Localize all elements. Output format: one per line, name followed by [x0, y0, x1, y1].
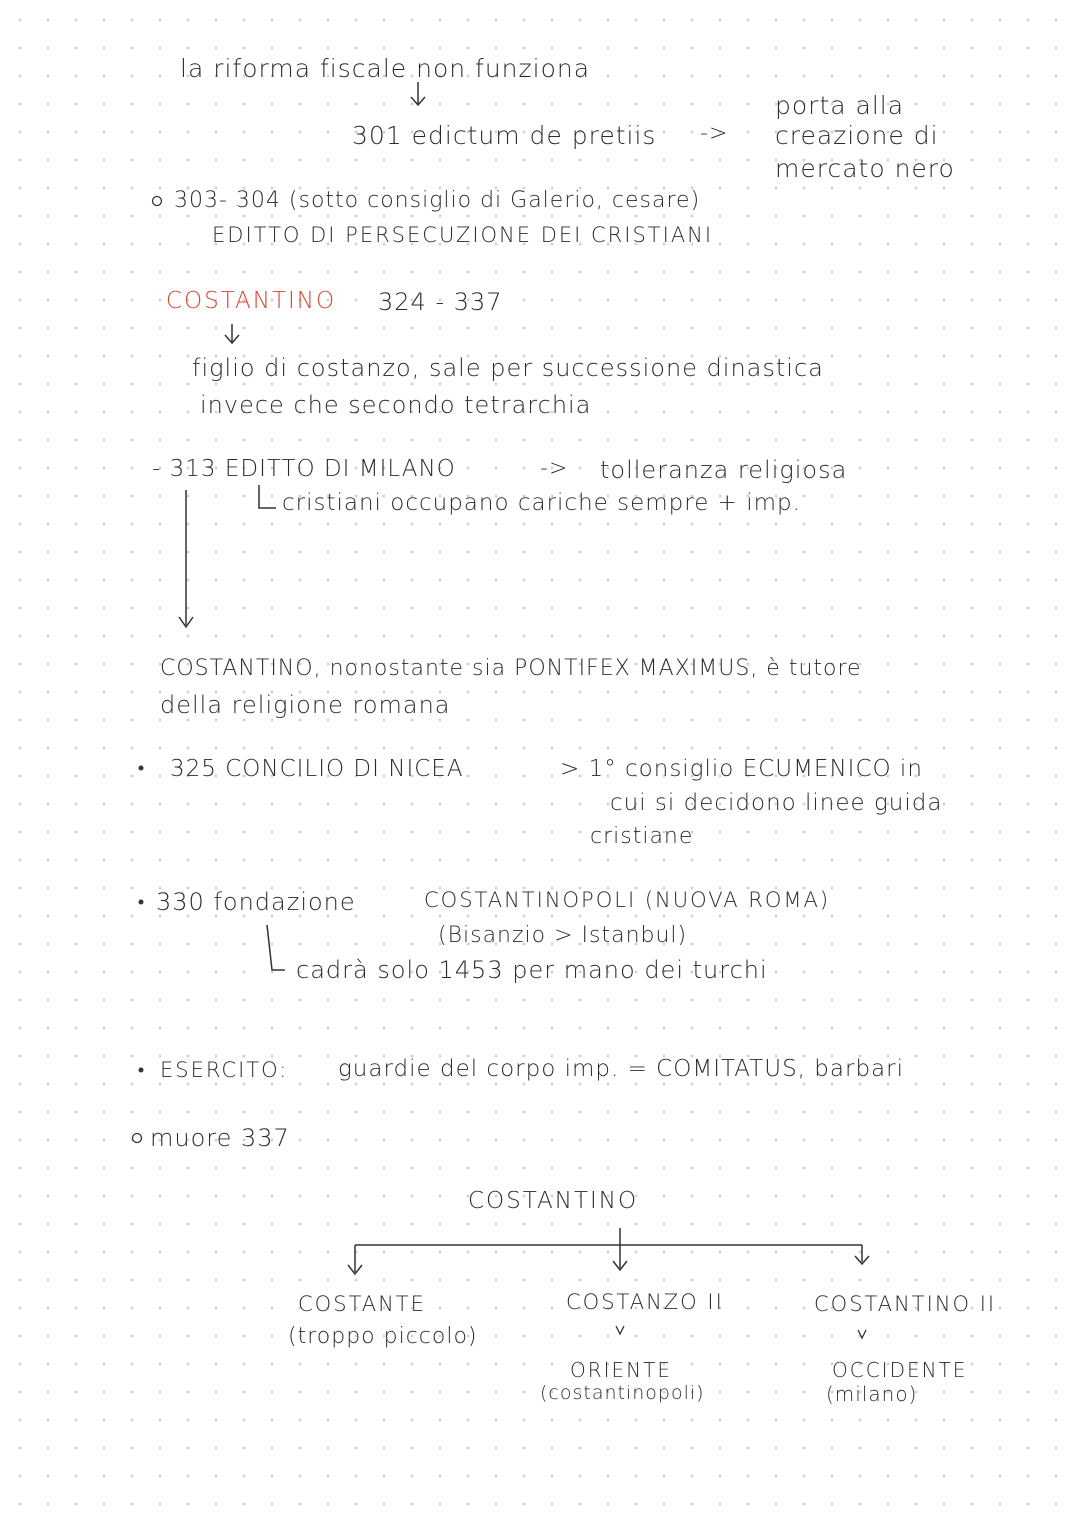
section-heading: COSTANTINO: [166, 288, 337, 314]
note-line-cristiane: cristiane: [590, 824, 694, 849]
note-line-porta: porta alla: [775, 91, 905, 120]
note-line-cristiani: cristiani occupano cariche sempre + imp.: [282, 490, 801, 516]
note-line-mercato: mercato nero: [775, 154, 955, 183]
note-arrow: ->: [540, 456, 569, 481]
tree-child-region: ORIENTE: [570, 1358, 672, 1382]
note-line-muore: muore 337: [150, 1124, 290, 1152]
note-line-330: 330 fondazione: [156, 888, 356, 916]
tree-child-city: (costantinopoli): [540, 1382, 705, 1404]
note-line-riforma: la riforma fiscale non funziona: [180, 54, 591, 83]
tree-child-name: COSTANTINO II: [814, 1292, 997, 1316]
note-line-tolleranza: tolleranza religiosa: [600, 456, 848, 484]
note-line-creazione: creazione di: [775, 121, 939, 150]
note-line-costantinopoli: COSTANTINOPOLI (NUOVA ROMA): [424, 888, 831, 912]
note-line-nicea: 325 CONCILIO DI NICEA: [170, 756, 464, 782]
note-line-persecuzione: EDITTO DI PERSECUZIONE DEI CRISTIANI: [212, 223, 714, 247]
note-line-edictum: 301 edictum de pretiis: [352, 121, 657, 150]
note-line-esercito: ESERCITO:: [160, 1058, 289, 1082]
note-line-concilio: > 1° consiglio ECUMENICO in: [560, 756, 923, 782]
note-line-tetrarchia: invece che secondo tetrarchia: [200, 391, 592, 419]
section-years: 324 - 337: [378, 288, 503, 316]
note-line-figlio: figlio di costanzo, sale per successione dinastica: [192, 354, 824, 382]
tree-child-region: OCCIDENTE: [832, 1358, 968, 1382]
note-line-cadra: cadrà solo 1453 per mano dei turchi: [296, 956, 768, 984]
note-arrow: ->: [700, 121, 729, 146]
note-line-linee: cui si decidono linee guida: [610, 790, 943, 816]
tree-root: COSTANTINO: [468, 1188, 639, 1214]
note-line-303: 303- 304 (sotto consiglio di Galerio, cesare): [174, 188, 701, 213]
note-line-313: - 313 EDITTO DI MILANO: [152, 456, 456, 482]
tree-child-name: COSTANTE: [298, 1292, 426, 1316]
tree-child-note: (troppo piccolo): [288, 1324, 478, 1349]
note-line-pontifex: COSTANTINO, nonostante sia PONTIFEX MAXIMUS, è tutore: [160, 656, 862, 681]
note-line-comitatus: guardie del corpo imp. = COMITATUS, barbari: [338, 1056, 904, 1082]
note-line-religione: della religione romana: [160, 691, 451, 719]
tree-child-city: (milano): [826, 1382, 918, 1406]
tree-child-name: COSTANZO II: [566, 1290, 724, 1314]
note-line-bisanzio: (Bisanzio > Istanbul): [438, 923, 688, 948]
